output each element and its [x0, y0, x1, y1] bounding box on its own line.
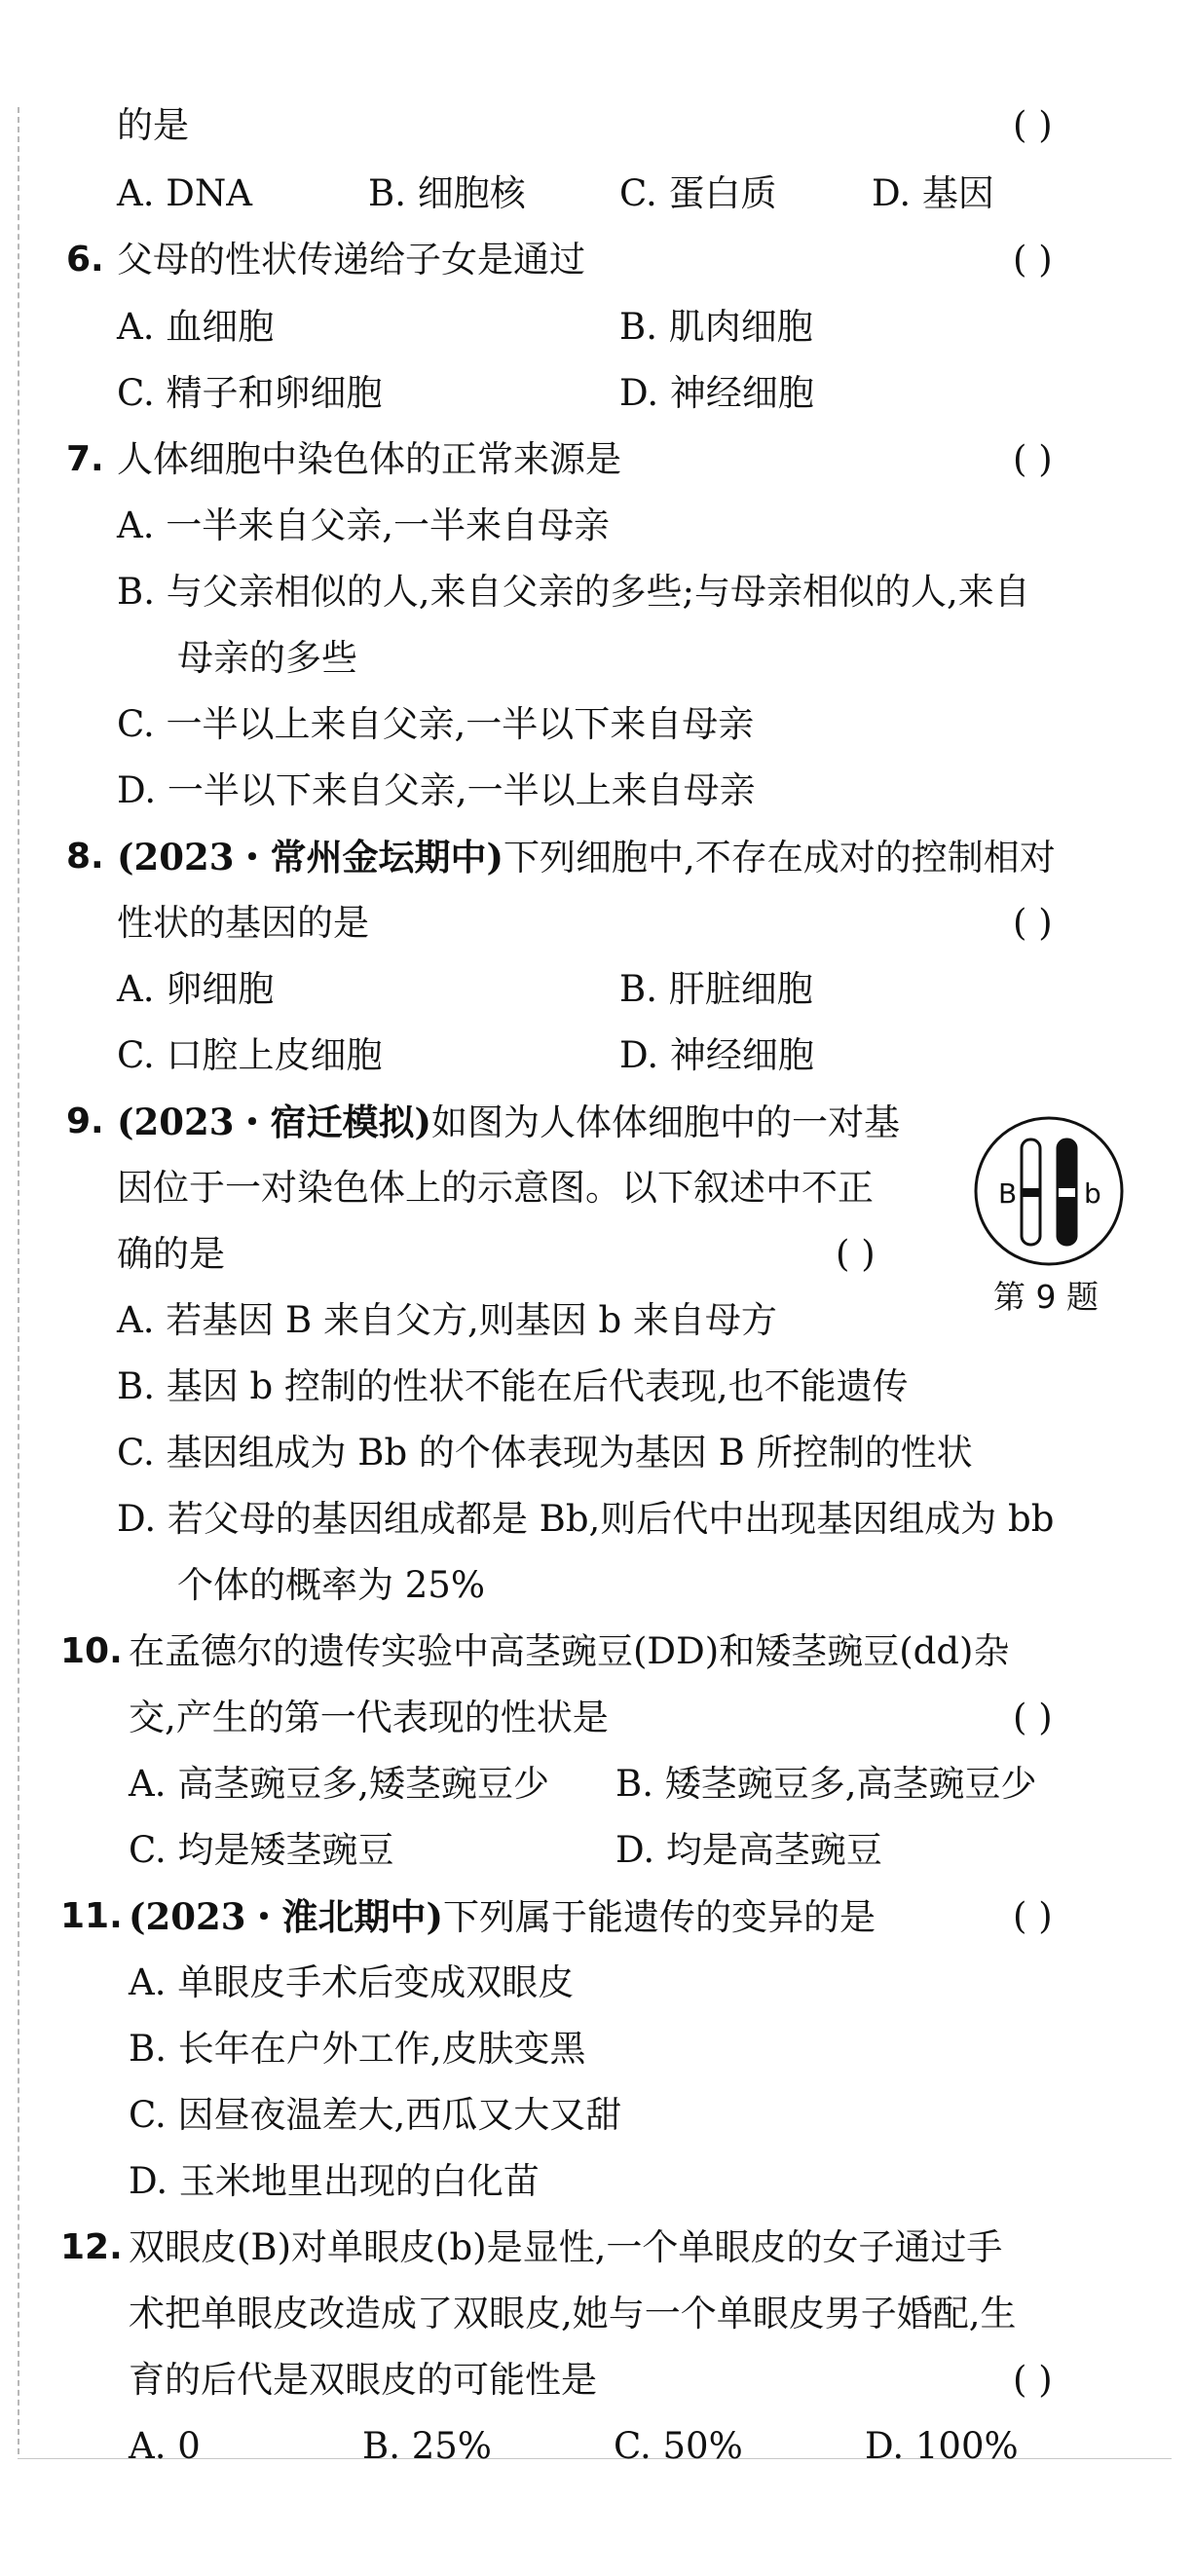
chromosome-diagram [971, 1108, 1127, 1274]
figure-caption: 第 9 题 [993, 1278, 1099, 1316]
q10-option-a: A. 高茎豌豆多,矮茎豌豆少 [129, 1763, 550, 1805]
q9-stem-line1 [117, 1099, 900, 1146]
q11-stem-line [129, 1893, 876, 1941]
q8-answer-paren: ( ) [1013, 902, 1053, 944]
q7-answer-paren: ( ) [1013, 438, 1053, 480]
q11-number: 11. [60, 1896, 123, 1936]
q10-number: 10. [60, 1631, 123, 1671]
q8-number: 8. [66, 837, 104, 877]
q9-stem3: 确的是 [117, 1233, 225, 1275]
q9-option-d-cont: 个体的概率为 25% [177, 1564, 485, 1606]
gene-band-b-recessive [1059, 1188, 1075, 1197]
q10-stem2: 交,产生的第一代表现的性状是 [129, 1697, 609, 1738]
q11-source: (2023・淮北期中) [129, 1895, 443, 1938]
q9-option-b: B. 基因 b 控制的性状不能在后代表现,也不能遗传 [117, 1365, 909, 1407]
q9-stem2: 因位于一对染色体上的示意图。以下叙述中不正 [117, 1167, 874, 1209]
q11-option-a: A. 单眼皮手术后变成双眼皮 [129, 1961, 575, 2003]
q5-option-d: D. 基因 [872, 172, 994, 214]
q5-option-c: C. 蛋白质 [619, 172, 777, 214]
q12-option-a: A. 0 [129, 2425, 201, 2467]
q9-stem1: 如图为人体体细胞中的一对基 [431, 1101, 900, 1143]
q12-stem2: 术把单眼皮改造成了双眼皮,她与一个单眼皮男子婚配,生 [129, 2293, 1017, 2334]
gene-band-b-dominant [1022, 1188, 1040, 1197]
q11-option-c: C. 因昼夜温差大,西瓜又大又甜 [129, 2094, 622, 2136]
q9-answer-paren: ( ) [836, 1233, 876, 1275]
q11-option-d: D. 玉米地里出现的白化苗 [129, 2160, 540, 2202]
q10-answer-paren: ( ) [1013, 1697, 1053, 1738]
label-gene-B: B [998, 1177, 1018, 1210]
q7-option-d: D. 一半以下来自父亲,一半以上来自母亲 [117, 769, 756, 811]
q6-stem: 父母的性状传递给子女是通过 [117, 239, 585, 280]
q8-source: (2023・常州金坛期中) [117, 836, 503, 878]
q9-option-a: A. 若基因 B 来自父方,则基因 b 来自母方 [117, 1299, 777, 1341]
q12-option-d: D. 100% [865, 2425, 1019, 2467]
q5-option-b: B. 细胞核 [368, 172, 526, 214]
q11-stem: 下列属于能遗传的变异的是 [443, 1896, 876, 1938]
q9-option-c: C. 基因组成为 Bb 的个体表现为基因 B 所控制的性状 [117, 1432, 973, 1474]
q7-option-c: C. 一半以上来自父亲,一半以下来自母亲 [117, 703, 755, 745]
q6-number: 6. [66, 240, 104, 280]
q5-stem-tail: 的是 [117, 104, 189, 146]
q5-option-a: A. DNA [117, 172, 253, 214]
q10-stem1: 在孟德尔的遗传实验中高茎豌豆(DD)和矮茎豌豆(dd)杂 [129, 1630, 1010, 1672]
q6-option-d: D. 神经细胞 [619, 372, 814, 414]
margin-dashed-line [18, 107, 19, 2454]
q11-option-b: B. 长年在户外工作,皮肤变黑 [129, 2028, 586, 2070]
q7-option-b: B. 与父亲相似的人,来自父亲的多些;与母亲相似的人,来自 [117, 571, 1030, 613]
q10-option-d: D. 均是高茎豌豆 [615, 1829, 882, 1871]
q9-number: 9. [66, 1101, 104, 1141]
q12-number: 12. [60, 2227, 123, 2267]
q6-answer-paren: ( ) [1013, 239, 1053, 280]
q7-number: 7. [66, 439, 104, 479]
q8-option-b: B. 肝脏细胞 [619, 968, 813, 1010]
q7-stem: 人体细胞中染色体的正常来源是 [117, 438, 621, 480]
q6-option-c: C. 精子和卵细胞 [117, 372, 383, 414]
q12-stem1: 双眼皮(B)对单眼皮(b)是显性,一个单眼皮的女子通过手 [129, 2226, 1003, 2268]
q12-stem3: 育的后代是双眼皮的可能性是 [129, 2359, 597, 2401]
q6-option-a: A. 血细胞 [117, 306, 275, 348]
q8-option-d: D. 神经细胞 [619, 1034, 814, 1076]
q12-option-c: C. 50% [614, 2425, 743, 2467]
q9-source: (2023・宿迁模拟) [117, 1101, 431, 1143]
q7-option-b-cont: 母亲的多些 [177, 637, 357, 679]
chromosome-figure [971, 1108, 1127, 1293]
label-gene-b: b [1084, 1177, 1101, 1210]
q10-option-b: B. 矮茎豌豆多,高茎豌豆少 [615, 1763, 1037, 1805]
q9-option-d: D. 若父母的基因组成都是 Bb,则后代中出现基因组成为 bb [117, 1498, 1055, 1540]
q10-option-c: C. 均是矮茎豌豆 [129, 1829, 394, 1871]
q8-stem-line1 [117, 834, 1056, 881]
q12-answer-paren: ( ) [1013, 2359, 1053, 2401]
q5-answer-paren: ( ) [1013, 104, 1053, 146]
q8-stem2: 性状的基因的是 [117, 902, 369, 944]
q8-option-c: C. 口腔上皮细胞 [117, 1034, 383, 1076]
q6-option-b: B. 肌肉细胞 [619, 306, 813, 348]
q8-stem1: 下列细胞中,不存在成对的控制相对 [503, 837, 1056, 878]
q12-option-b: B. 25% [362, 2425, 492, 2467]
q8-option-a: A. 卵细胞 [117, 968, 275, 1010]
q11-answer-paren: ( ) [1013, 1895, 1053, 1937]
q7-option-a: A. 一半来自父亲,一半来自母亲 [117, 504, 611, 546]
